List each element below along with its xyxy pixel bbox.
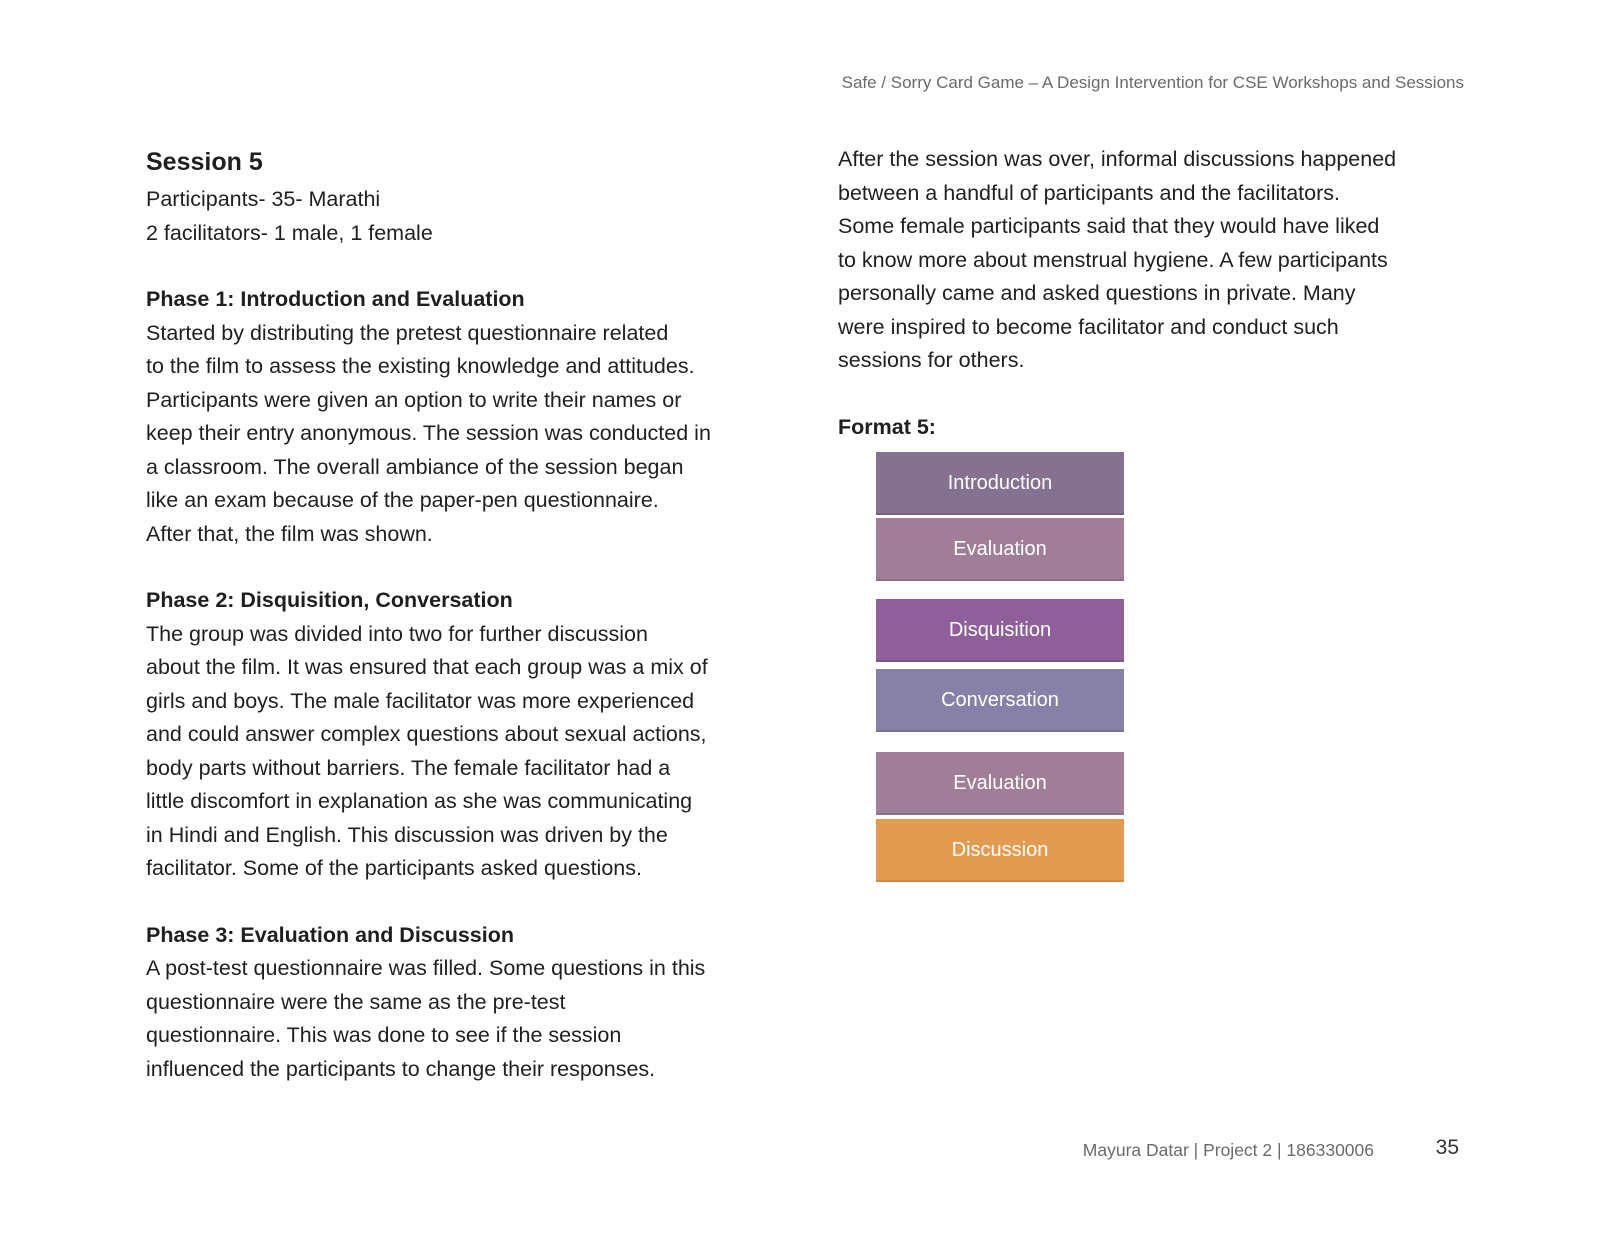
format-block-evaluation: Evaluation xyxy=(876,518,1124,581)
right-column xyxy=(838,143,1468,444)
format-block-discussion: Discussion xyxy=(876,819,1124,882)
footer-credit: Mayura Datar | Project 2 | 186330006 xyxy=(1082,1140,1374,1160)
session-title: Session 5 xyxy=(146,148,263,176)
left-column xyxy=(146,145,776,1086)
format-block-disquisition: Disquisition xyxy=(876,599,1124,662)
format-title: Format 5: xyxy=(838,414,936,439)
page-number: 35 xyxy=(1435,1136,1459,1159)
running-header: Safe / Sorry Card Game – A Design Intervention for CSE Workshops and Sessions xyxy=(841,73,1464,92)
phase2-title: Phase 2: Disquisition, Conversation xyxy=(146,588,513,612)
format-block-conversation: Conversation xyxy=(876,669,1124,732)
phase2-text: The group was divided into two for further discussion about the film. It was ensured that each group was a mix of girls and boys. The male facilitator was more experienced and could answer complex questions about sexual actions, body parts without barriers. The female facilitator had a little discomfort in explanation as she was communicating in Hindi and English. This discussion was driven by the facilitator. Some of the participants asked questions. xyxy=(146,621,708,880)
format-block-introduction: Introduction xyxy=(876,452,1124,515)
after-session-text: After the session was over, informal discussions happened between a handful of participants and the facilitators. Some female participants said that they would have liked to know more about menstrual hygiene. A few participants personally came and asked questions in private. Many were inspired to become facilitator and conduct such sessions for others. xyxy=(838,147,1397,372)
phase1-text: Started by distributing the pretest questionnaire related to the film to assess the existing knowledge and attitudes. Participants were given an option to write their names or keep their entry anonymous. The session was conducted in a classroom. The overall ambiance of the session began like an exam because of the paper-pen questionnaire. After that, the film was shown. xyxy=(146,320,711,546)
format-block-evaluation-2: Evaluation xyxy=(876,752,1124,815)
participants-line: Participants- 35- Marathi xyxy=(146,187,381,211)
facilitators-line: 2 facilitators- 1 male, 1 female xyxy=(146,220,433,245)
phase3-text: A post-test questionnaire was filled. Some questions in this questionnaire were the same as the pre-test questionnaire. This was done to see if the session influenced the participants to change their responses. xyxy=(146,956,706,1081)
phase1-title: Phase 1: Introduction and Evaluation xyxy=(146,287,525,311)
phase3-title: Phase 3: Evaluation and Discussion xyxy=(146,922,514,947)
